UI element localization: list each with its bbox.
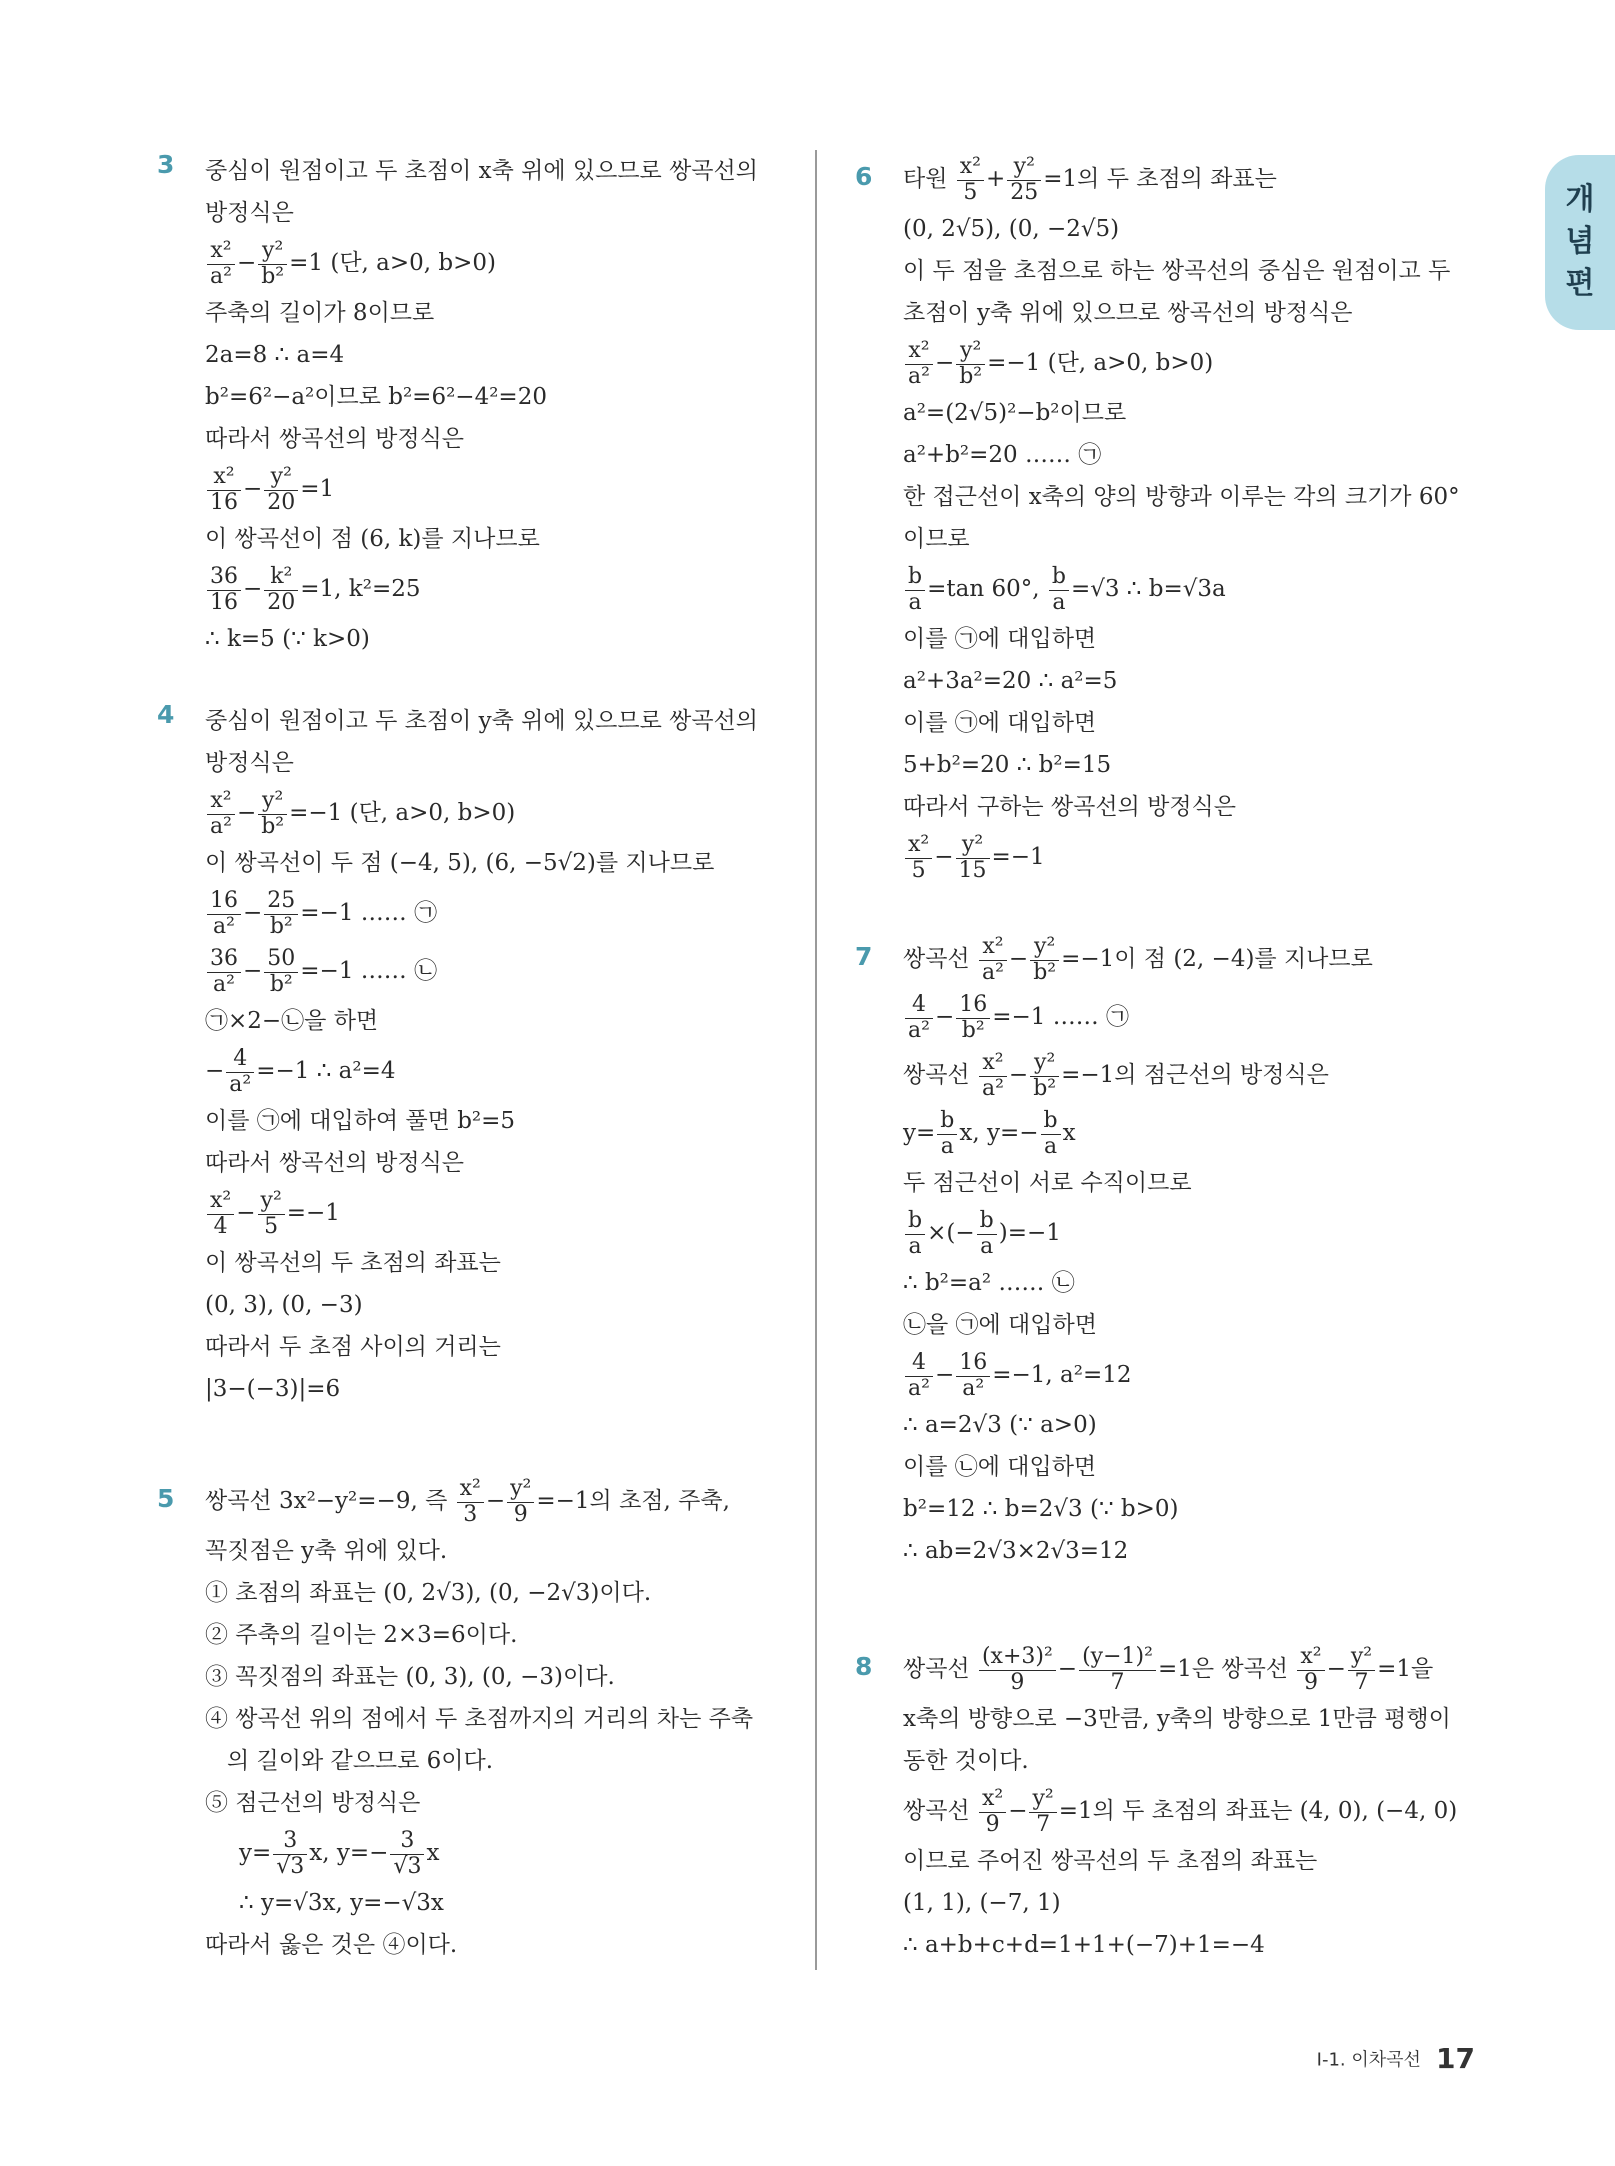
text-line: 두 점근선이 서로 수직이므로 [903, 1170, 1192, 1196]
text-line: 이를 ㉠에 대입하면 [903, 710, 1097, 736]
text-line: a²+3a²=20 ∴ a²=5 [903, 668, 1118, 694]
equation: $\frac{b}{a}$ ×(− $\frac{b}{a}$ )=−1 [903, 1204, 1475, 1262]
text-line: 한 접근선이 x축의 양의 방향과 이루는 각의 크기가 60° [903, 484, 1460, 510]
equation: $\frac{36}{\text{a²}}$ − $\frac{50}{\text{b²}}$ =−1 …… ㉡ [205, 942, 797, 1000]
fraction: $\frac{16}{\text{b²}}$ [956, 993, 990, 1043]
text-line: 동한 것이다. [903, 1748, 1029, 1774]
text-line: b²=12 ∴ b=2√3 (∵ b>0) [903, 1496, 1179, 1522]
fraction: $\frac{16}{\text{a²}}$ [207, 889, 241, 939]
option-5: ⑤ 점근선의 방정식은 [205, 1790, 421, 1816]
text-line: ∴ b²=a² …… ㉡ [903, 1270, 1075, 1296]
text-line: 이 쌍곡선의 두 초점의 좌표는 [205, 1250, 501, 1276]
text-line: (1, 1), (−7, 1) [903, 1890, 1061, 1916]
section-tab [1545, 155, 1615, 330]
fraction: $\frac{25}{\text{b²}}$ [264, 889, 298, 939]
text-line: 이 쌍곡선이 두 점 (−4, 5), (6, −5√2)를 지나므로 [205, 850, 715, 876]
equation: − $\frac{4}{\text{a²}}$ =−1 ∴ a²=4 [205, 1045, 396, 1097]
fraction: $\frac{\text{y²}}{20}$ [264, 465, 298, 515]
text-line: ㉡을 ㉠에 대입하면 [903, 1312, 1097, 1338]
text-line: 따라서 두 초점 사이의 거리는 [205, 1334, 501, 1360]
problem-4 [157, 700, 797, 1410]
equation: 쌍곡선 $\frac{\text{x²}}{\text{a²}}$ − $\frac{\text{y²}}{\text{b²}}$ =−1이 점 (2, −4)를 지나므로 [903, 933, 1373, 985]
problem-6 [855, 150, 1475, 886]
fraction: $\frac{\text{(y−1)²}}{7}$ [1079, 1645, 1156, 1695]
fraction: $\frac{\text{x²}}{3}$ [457, 1477, 484, 1527]
fraction: $\frac{b}{a}$ [937, 1109, 957, 1159]
equation: $\frac{\text{x²}}{16}$ − $\frac{\text{y²}}{20}$ =1 [205, 460, 797, 518]
equation: $\frac{16}{\text{a²}}$ − $\frac{25}{\text{b²}}$ =−1 …… ㉠ [205, 884, 797, 942]
fraction: $\frac{b}{a}$ [977, 1209, 997, 1259]
equation: $\frac{b}{a}$ =tan 60°, $\frac{b}{a}$ =√3 ∴ b=√3a [903, 560, 1475, 618]
text-line: 따라서 쌍곡선의 방정식은 [205, 426, 465, 452]
equation: 타원 $\frac{\text{x²}}{5}$ + $\frac{\text{y²}}{25}$ =1의 두 초점의 좌표는 [903, 153, 1277, 205]
fraction: $\frac{\text{y²}}{7}$ [1348, 1645, 1375, 1695]
column-divider [815, 150, 817, 1970]
text-line: ∴ a=2√3 (∵ a>0) [903, 1412, 1097, 1438]
fraction: $\frac{\text{x²}}{\text{a²}}$ [207, 239, 235, 289]
fraction: $\frac{\text{x²}}{\text{a²}}$ [207, 789, 235, 839]
equation: 쌍곡선 3x²−y²=−9, 즉 $\frac{\text{x²}}{3}$ − $\frac{\text{y²}}{9}$ =−1의 초점, 주축, [205, 1475, 730, 1527]
page-footer [1317, 2042, 1475, 2075]
equation: y= $\frac{3}{√3}$ x, y=− $\frac{3}{√3}$ x [239, 1827, 440, 1879]
text-line: 이를 ㉠에 대입하여 풀면 b²=5 [205, 1108, 516, 1134]
problem-7 [855, 930, 1475, 1572]
text-line: 이므로 [903, 526, 970, 552]
fraction: $\frac{\text{x²}}{5}$ [905, 833, 932, 883]
text-line: (0, 2√5), (0, −2√5) [903, 216, 1120, 242]
text-line: 방정식은 [205, 750, 294, 776]
text-line: 중심이 원점이고 두 초점이 y축 위에 있으므로 쌍곡선의 [205, 708, 758, 734]
fraction: $\frac{\text{x²}}{9}$ [979, 1787, 1006, 1837]
problem-number: 4 [157, 700, 175, 729]
fraction: $\frac{\text{(x+3)²}}{9}$ [979, 1645, 1056, 1695]
equation: $\frac{4}{\text{a²}}$ − $\frac{16}{\text{a²}}$ =−1, a²=12 [903, 1346, 1475, 1404]
text-line: 주축의 길이가 8이므로 [205, 300, 435, 326]
chapter-label: Ⅰ-1. 이차곡선 [1316, 2049, 1421, 2071]
text-line: ∴ k=5 (∵ k>0) [205, 626, 370, 652]
option-4: ④ 쌍곡선 위의 점에서 두 초점까지의 거리의 차는 주축 [205, 1706, 754, 1732]
text-line: (0, 3), (0, −3) [205, 1292, 363, 1318]
problem-5 [157, 1472, 797, 1966]
equation: 쌍곡선 $\frac{\text{x²}}{\text{a²}}$ − $\frac{\text{y²}}{\text{b²}}$ =−1의 점근선의 방정식은 [903, 1049, 1329, 1101]
fraction: $\frac{50}{\text{b²}}$ [264, 947, 298, 997]
equation: $\frac{\text{x²}}{\text{a²}}$ − $\frac{\text{y²}}{\text{b²}}$ =−1 (단, a>0, b>0) [205, 784, 797, 842]
equation: $\frac{\text{x²}}{\text{a²}}$ − $\frac{\text{y²}}{\text{b²}}$ =1 (단, a>0, b>0) [205, 234, 797, 292]
fraction: $\frac{4}{\text{a²}}$ [226, 1047, 254, 1097]
text-line: 2a=8 ∴ a=4 [205, 342, 345, 368]
equation: 쌍곡선 $\frac{\text{(x+3)²}}{9}$ − $\frac{\text{(y−1)²}}{7}$ =1은 쌍곡선 $\frac{\text{x²}}{9}$ − $\frac{\text{y²}}{7}$ =1을 [903, 1643, 1434, 1695]
fraction: $\frac{\text{y²}}{9}$ [507, 1477, 534, 1527]
equation: $\frac{\text{x²}}{4}$ − $\frac{\text{y²}}{5}$ =−1 [205, 1184, 797, 1242]
fraction: $\frac{\text{x²}}{9}$ [1297, 1645, 1324, 1695]
text-line: 꼭짓점은 y축 위에 있다. [205, 1538, 448, 1564]
equation: 쌍곡선 $\frac{\text{x²}}{9}$ − $\frac{\text{y²}}{7}$ =1의 두 초점의 좌표는 (4, 0), (−4, 0) [903, 1785, 1458, 1837]
fraction: $\frac{3}{√3}$ [390, 1829, 424, 1879]
problem-number: 6 [855, 162, 873, 191]
fraction: $\frac{b}{a}$ [905, 1209, 925, 1259]
problem-number: 7 [855, 942, 873, 971]
fraction: $\frac{\text{x²}}{5}$ [957, 155, 984, 205]
text-line: 따라서 구하는 쌍곡선의 방정식은 [903, 794, 1236, 820]
text-line: 이므로 주어진 쌍곡선의 두 초점의 좌표는 [903, 1848, 1318, 1874]
fraction: $\frac{\text{x²}}{\text{a²}}$ [905, 339, 933, 389]
problem-number: 5 [157, 1484, 175, 1513]
problem-number: 8 [855, 1652, 873, 1681]
text-line: 이를 ㉠에 대입하면 [903, 626, 1097, 652]
fraction: $\frac{\text{x²}}{\text{a²}}$ [979, 935, 1007, 985]
text-line: 방정식은 [205, 200, 294, 226]
fraction: $\frac{\text{y²}}{\text{b²}}$ [258, 239, 287, 289]
text-line: ∴ y=√3x, y=−√3x [239, 1890, 444, 1916]
fraction: $\frac{b}{a}$ [1049, 565, 1069, 615]
fraction: $\frac{4}{\text{a²}}$ [905, 1351, 933, 1401]
fraction: $\frac{\text{y²}}{7}$ [1029, 1787, 1056, 1837]
equation: $\frac{\text{x²}}{5}$ − $\frac{\text{y²}}{15}$ =−1 [903, 828, 1475, 886]
fraction: $\frac{\text{y²}}{\text{b²}}$ [258, 789, 287, 839]
text-line: a²+b²=20 …… ㉠ [903, 442, 1102, 468]
answer-line: 따라서 옳은 것은 ④이다. [205, 1932, 458, 1958]
text-line: 이 두 점을 초점으로 하는 쌍곡선의 중심은 원점이고 두 [903, 258, 1451, 284]
fraction: $\frac{16}{\text{a²}}$ [956, 1351, 990, 1401]
text-line: 따라서 쌍곡선의 방정식은 [205, 1150, 465, 1176]
fraction: $\frac{\text{x²}}{16}$ [207, 465, 241, 515]
option-2: ② 주축의 길이는 2×3=6이다. [205, 1622, 518, 1648]
page-number: 17 [1436, 2042, 1475, 2075]
fraction: $\frac{\text{x²}}{4}$ [207, 1189, 234, 1239]
equation: y= $\frac{b}{a}$ x, y=− $\frac{b}{a}$ x [903, 1107, 1076, 1159]
text-line: 이를 ㉡에 대입하면 [903, 1454, 1097, 1480]
fraction: $\frac{\text{y²}}{\text{b²}}$ [1030, 1051, 1059, 1101]
fraction: $\frac{b}{a}$ [1041, 1109, 1061, 1159]
text-line: a²=(2√5)²−b²이므로 [903, 400, 1127, 426]
fraction: $\frac{\text{y²}}{15}$ [956, 833, 990, 883]
text-line: |3−(−3)|=6 [205, 1376, 341, 1402]
option-1: ① 초점의 좌표는 (0, 2√3), (0, −2√3)이다. [205, 1580, 652, 1606]
fraction: $\frac{\text{x²}}{\text{a²}}$ [979, 1051, 1007, 1101]
equation: $\frac{\text{x²}}{\text{a²}}$ − $\frac{\text{y²}}{\text{b²}}$ =−1 (단, a>0, b>0) [903, 334, 1475, 392]
text-line: ∴ ab=2√3×2√3=12 [903, 1538, 1129, 1564]
section-tab-label: 개념편 [1565, 182, 1595, 301]
text-line: 이 쌍곡선이 점 (6, k)를 지나므로 [205, 526, 540, 552]
text-line: x축의 방향으로 −3만큼, y축의 방향으로 1만큼 평행이 [903, 1706, 1451, 1732]
text-line: 중심이 원점이고 두 초점이 x축 위에 있으므로 쌍곡선의 [205, 158, 758, 184]
fraction: $\frac{36}{16}$ [207, 565, 241, 615]
fraction: $\frac{36}{\text{a²}}$ [207, 947, 241, 997]
fraction: $\frac{\text{y²}}{25}$ [1007, 155, 1041, 205]
text-line: b²=6²−a²이므로 b²=6²−4²=20 [205, 384, 547, 410]
fraction: $\frac{3}{√3}$ [273, 1829, 307, 1879]
option-4-cont: 의 길이와 같으므로 6이다. [227, 1748, 494, 1774]
fraction: $\frac{\text{y²}}{5}$ [258, 1189, 285, 1239]
fraction: $\frac{b}{a}$ [905, 565, 925, 615]
text-line: 초점이 y축 위에 있으므로 쌍곡선의 방정식은 [903, 300, 1353, 326]
equation: $\frac{4}{\text{a²}}$ − $\frac{16}{\text{b²}}$ =−1 …… ㉠ [903, 988, 1475, 1046]
equation: $\frac{36}{16}$ − $\frac{\text{k²}}{20}$ =1, k²=25 [205, 560, 797, 618]
text-line: ㉠×2−㉡을 하면 [205, 1008, 379, 1034]
fraction: $\frac{\text{y²}}{\text{b²}}$ [1030, 935, 1059, 985]
problem-8 [855, 1640, 1475, 1966]
problem-number: 3 [157, 150, 175, 179]
text-line: ∴ a+b+c+d=1+1+(−7)+1=−4 [903, 1932, 1265, 1958]
fraction: $\frac{4}{\text{a²}}$ [905, 993, 933, 1043]
problem-3 [157, 150, 797, 660]
option-3: ③ 꼭짓점의 좌표는 (0, 3), (0, −3)이다. [205, 1664, 615, 1690]
fraction: $\frac{\text{y²}}{\text{b²}}$ [956, 339, 985, 389]
text-line: 5+b²=20 ∴ b²=15 [903, 752, 1112, 778]
fraction: $\frac{\text{k²}}{20}$ [264, 565, 298, 615]
